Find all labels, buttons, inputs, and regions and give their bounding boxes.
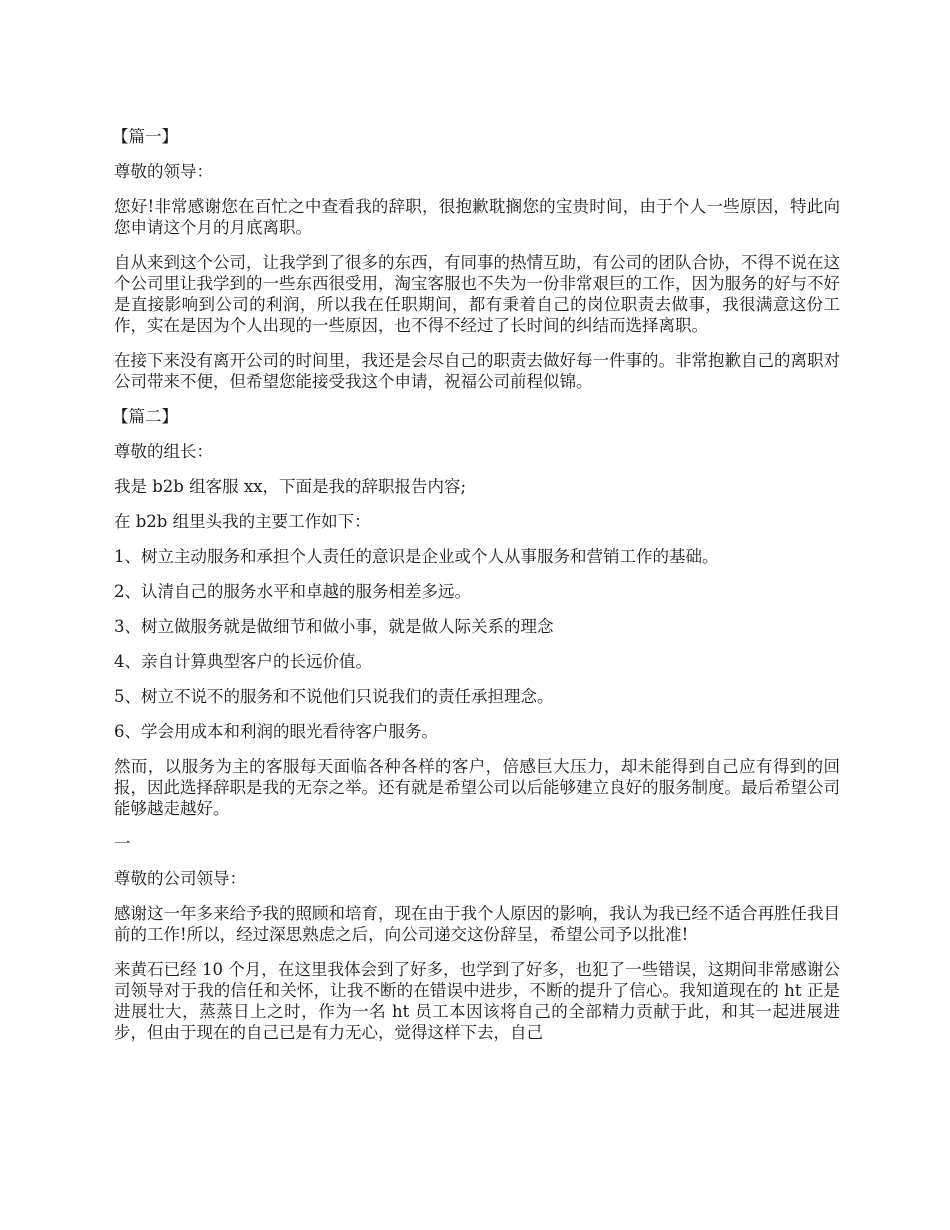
paragraph: 我是 b2b 组客服 xx，下面是我的辞职报告内容; — [114, 477, 467, 496]
paragraph: 在接下来没有离开公司的时间里，我还是会尽自己的职责去做好每一件事的。非常抱歉自己的离职对公司带来不便，但希望您能接受我这个申请，祝福公司前程似锦。 — [114, 351, 840, 391]
salutation-1: 尊敬的领导： — [114, 162, 213, 181]
section-title-3: 一 — [114, 834, 131, 853]
document-body — [114, 126, 840, 1057]
salutation-2: 尊敬的组长： — [114, 442, 213, 461]
list-item: 5、树立不说不的服务和不说他们只说我们的责任承担理念。 — [114, 687, 554, 706]
list-item: 1、树立主动服务和承担个人责任的意识是企业或个人从事服务和营销工作的基础。 — [114, 547, 719, 566]
paragraph: 自从来到这个公司，让我学到了很多的东西，有同事的热情互助，有公司的团队合协，不得不说在这个公司里让我学到的一些东西很受用，淘宝客服也不失为一份非常艰巨的工作，因为服务的好与不好是直接影响到公司的利润，所以我在任职期间，都有秉着自己的岗位职责去做事，我很满意这份工作，实在是因为个人出现的一些原因，也不得不经过了长时间的纠结而选择离职。 — [114, 253, 840, 335]
salutation-3: 尊敬的公司领导： — [114, 869, 246, 888]
paragraph: 您好!非常感谢您在百忙之中查看我的辞职，很抱歉耽搁您的宝贵时间，由于个人一些原因，特此向您申请这个月的月底离职。 — [114, 197, 840, 237]
list-item: 4、亲自计算典型客户的长远价值。 — [114, 652, 372, 671]
section-title-1: 【篇一】 — [112, 127, 178, 146]
section-title-2: 【篇二】 — [112, 407, 178, 426]
list-item: 6、学会用成本和利润的眼光看待客户服务。 — [114, 722, 438, 741]
paragraph: 然而，以服务为主的客服每天面临各种各样的客户，倍感巨大压力，却未能得到自己应有得到的回报，因此选择辞职是我的无奈之举。还有就是希望公司以后能够建立良好的服务制度。最后希望公司能够越走越好。 — [114, 757, 840, 818]
paragraph: 感谢这一年多来给予我的照顾和培育，现在由于我个人原因的影响，我认为我已经不适合再胜任我目前的工作!所以，经过深思熟虑之后，向公司递交这份辞呈，希望公司予以批准! — [114, 904, 840, 944]
list-item: 2、认清自己的服务水平和卓越的服务相差多远。 — [114, 582, 471, 601]
list-item: 3、树立做服务就是做细节和做小事，就是做人际关系的理念 — [114, 617, 554, 636]
paragraph: 来黄石已经 10 个月，在这里我体会到了好多，也学到了好多，也犯了一些错误，这期间非常感谢公司领导对于我的信任和关怀，让我不断的在错误中进步，不断的提升了信心。我知道现在的 ht 正是进展壮大，蒸蒸日上之时，作为一名 ht 员工本因该将自己的全部精力贡献于此，和其一起进展进步，但由于现在的自己已是有力无心，觉得这样下去，自己 — [114, 960, 840, 1042]
paragraph: 在 b2b 组里头我的主要工作如下： — [114, 512, 371, 531]
